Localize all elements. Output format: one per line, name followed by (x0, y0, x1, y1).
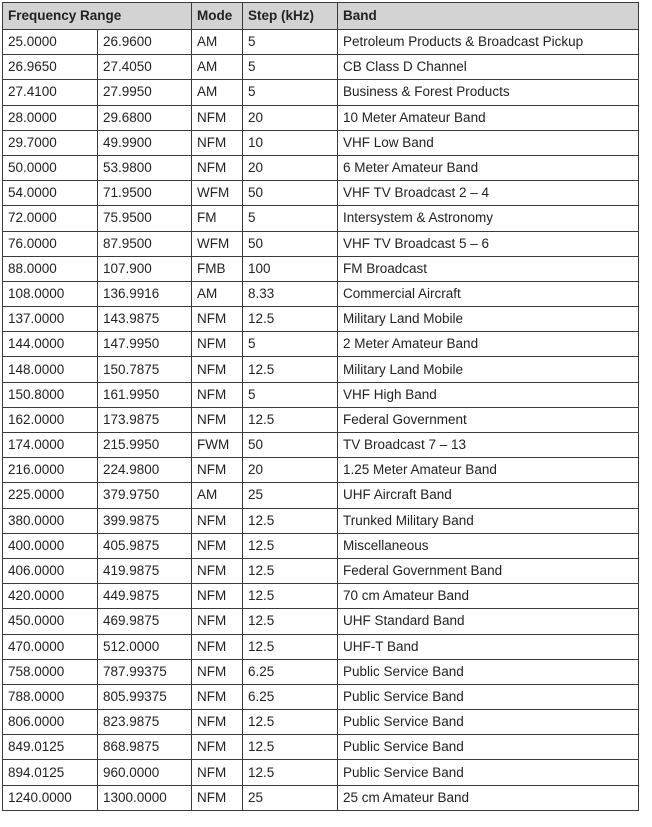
mode-cell: NFM (192, 332, 243, 357)
table-row (3, 659, 639, 684)
freq-end-cell: 27.4050 (98, 55, 192, 80)
step-cell: 12.5 (243, 584, 338, 609)
freq-end-cell: 27.9950 (98, 80, 192, 105)
freq-start-cell: 174.0000 (3, 433, 98, 458)
freq-start-cell: 162.0000 (3, 407, 98, 432)
step-cell: 12.5 (243, 634, 338, 659)
table-row (3, 533, 639, 558)
freq-end-cell: 405.9875 (98, 533, 192, 558)
band-cell: 70 cm Amateur Band (338, 584, 639, 609)
band-cell: Miscellaneous (338, 533, 639, 558)
freq-end-cell: 161.9950 (98, 382, 192, 407)
table-row (3, 105, 639, 130)
band-cell: Trunked Military Band (338, 508, 639, 533)
freq-start-cell: 50.0000 (3, 155, 98, 180)
table-row (3, 483, 639, 508)
header-mode: Mode (192, 3, 243, 30)
table-row (3, 30, 639, 55)
band-cell: Petroleum Products & Broadcast Pickup (338, 30, 639, 55)
band-cell: VHF Low Band (338, 130, 639, 155)
step-cell: 12.5 (243, 533, 338, 558)
freq-start-cell: 380.0000 (3, 508, 98, 533)
freq-start-cell: 225.0000 (3, 483, 98, 508)
mode-cell: AM (192, 30, 243, 55)
mode-cell: NFM (192, 130, 243, 155)
freq-end-cell: 87.9500 (98, 231, 192, 256)
freq-end-cell: 150.7875 (98, 357, 192, 382)
step-cell: 5 (243, 55, 338, 80)
freq-end-cell: 960.0000 (98, 760, 192, 785)
freq-end-cell: 1300.0000 (98, 785, 192, 810)
band-cell: CB Class D Channel (338, 55, 639, 80)
step-cell: 12.5 (243, 760, 338, 785)
frequency-band-table (2, 2, 639, 811)
freq-end-cell: 107.900 (98, 256, 192, 281)
freq-end-cell: 787.99375 (98, 659, 192, 684)
freq-start-cell: 150.8000 (3, 382, 98, 407)
freq-start-cell: 29.7000 (3, 130, 98, 155)
freq-start-cell: 88.0000 (3, 256, 98, 281)
freq-start-cell: 420.0000 (3, 584, 98, 609)
freq-end-cell: 399.9875 (98, 508, 192, 533)
band-cell: VHF TV Broadcast 5 – 6 (338, 231, 639, 256)
table-row (3, 458, 639, 483)
mode-cell: NFM (192, 785, 243, 810)
freq-start-cell: 806.0000 (3, 710, 98, 735)
table-row (3, 357, 639, 382)
mode-cell: WFM (192, 231, 243, 256)
mode-cell: AM (192, 483, 243, 508)
band-cell: UHF Aircraft Band (338, 483, 639, 508)
table-row (3, 256, 639, 281)
table-row (3, 584, 639, 609)
mode-cell: NFM (192, 407, 243, 432)
freq-end-cell: 53.9800 (98, 155, 192, 180)
mode-cell: FMB (192, 256, 243, 281)
freq-end-cell: 49.9900 (98, 130, 192, 155)
band-cell: UHF Standard Band (338, 609, 639, 634)
freq-end-cell: 512.0000 (98, 634, 192, 659)
freq-end-cell: 136.9916 (98, 281, 192, 306)
step-cell: 12.5 (243, 307, 338, 332)
step-cell: 20 (243, 155, 338, 180)
freq-end-cell: 224.9800 (98, 458, 192, 483)
band-cell: Public Service Band (338, 659, 639, 684)
band-cell: Military Land Mobile (338, 307, 639, 332)
table-row (3, 558, 639, 583)
mode-cell: WFM (192, 181, 243, 206)
step-cell: 5 (243, 30, 338, 55)
mode-cell: NFM (192, 105, 243, 130)
freq-start-cell: 26.9650 (3, 55, 98, 80)
table-row (3, 382, 639, 407)
step-cell: 100 (243, 256, 338, 281)
mode-cell: NFM (192, 710, 243, 735)
step-cell: 5 (243, 80, 338, 105)
mode-cell: NFM (192, 735, 243, 760)
band-cell: Public Service Band (338, 684, 639, 709)
step-cell: 12.5 (243, 558, 338, 583)
table-row (3, 80, 639, 105)
band-cell: Commercial Aircraft (338, 281, 639, 306)
freq-start-cell: 849.0125 (3, 735, 98, 760)
mode-cell: NFM (192, 609, 243, 634)
step-cell: 50 (243, 433, 338, 458)
table-row (3, 130, 639, 155)
freq-end-cell: 868.9875 (98, 735, 192, 760)
mode-cell: NFM (192, 684, 243, 709)
step-cell: 20 (243, 105, 338, 130)
freq-end-cell: 75.9500 (98, 206, 192, 231)
band-cell: FM Broadcast (338, 256, 639, 281)
mode-cell: NFM (192, 307, 243, 332)
freq-start-cell: 788.0000 (3, 684, 98, 709)
band-cell: Intersystem & Astronomy (338, 206, 639, 231)
table-row (3, 710, 639, 735)
table-row (3, 155, 639, 180)
mode-cell: NFM (192, 458, 243, 483)
freq-start-cell: 894.0125 (3, 760, 98, 785)
band-cell: Business & Forest Products (338, 80, 639, 105)
freq-end-cell: 143.9875 (98, 307, 192, 332)
band-cell: Military Land Mobile (338, 357, 639, 382)
step-cell: 12.5 (243, 735, 338, 760)
mode-cell: NFM (192, 155, 243, 180)
freq-start-cell: 28.0000 (3, 105, 98, 130)
mode-cell: FWM (192, 433, 243, 458)
step-cell: 12.5 (243, 407, 338, 432)
freq-end-cell: 26.9600 (98, 30, 192, 55)
header-band: Band (338, 3, 639, 30)
table-row (3, 508, 639, 533)
table-row (3, 281, 639, 306)
freq-start-cell: 137.0000 (3, 307, 98, 332)
table-row (3, 181, 639, 206)
step-cell: 5 (243, 332, 338, 357)
freq-start-cell: 25.0000 (3, 30, 98, 55)
freq-start-cell: 400.0000 (3, 533, 98, 558)
band-cell: Federal Government (338, 407, 639, 432)
table-row (3, 609, 639, 634)
header-frequency-range: Frequency Range (3, 3, 192, 30)
mode-cell: FM (192, 206, 243, 231)
step-cell: 6.25 (243, 684, 338, 709)
freq-end-cell: 469.9875 (98, 609, 192, 634)
table-row (3, 307, 639, 332)
mode-cell: NFM (192, 659, 243, 684)
table-body (3, 30, 639, 811)
table-row (3, 407, 639, 432)
step-cell: 50 (243, 231, 338, 256)
step-cell: 12.5 (243, 357, 338, 382)
freq-end-cell: 379.9750 (98, 483, 192, 508)
step-cell: 8.33 (243, 281, 338, 306)
step-cell: 25 (243, 785, 338, 810)
step-cell: 5 (243, 206, 338, 231)
freq-start-cell: 108.0000 (3, 281, 98, 306)
header-row (3, 3, 639, 30)
mode-cell: NFM (192, 584, 243, 609)
freq-end-cell: 215.9950 (98, 433, 192, 458)
mode-cell: AM (192, 55, 243, 80)
table-row (3, 684, 639, 709)
mode-cell: NFM (192, 558, 243, 583)
freq-end-cell: 147.9950 (98, 332, 192, 357)
freq-end-cell: 173.9875 (98, 407, 192, 432)
step-cell: 25 (243, 483, 338, 508)
band-cell: UHF-T Band (338, 634, 639, 659)
table-header (3, 3, 639, 30)
table-row (3, 55, 639, 80)
freq-start-cell: 72.0000 (3, 206, 98, 231)
step-cell: 6.25 (243, 659, 338, 684)
freq-start-cell: 27.4100 (3, 80, 98, 105)
band-cell: 25 cm Amateur Band (338, 785, 639, 810)
mode-cell: NFM (192, 508, 243, 533)
mode-cell: NFM (192, 357, 243, 382)
table-row (3, 735, 639, 760)
table-row (3, 231, 639, 256)
freq-start-cell: 758.0000 (3, 659, 98, 684)
band-cell: TV Broadcast 7 – 13 (338, 433, 639, 458)
header-step: Step (kHz) (243, 3, 338, 30)
table-row (3, 785, 639, 810)
mode-cell: AM (192, 281, 243, 306)
band-cell: 6 Meter Amateur Band (338, 155, 639, 180)
mode-cell: AM (192, 80, 243, 105)
freq-end-cell: 71.9500 (98, 181, 192, 206)
step-cell: 10 (243, 130, 338, 155)
table-row (3, 332, 639, 357)
freq-end-cell: 805.99375 (98, 684, 192, 709)
freq-start-cell: 144.0000 (3, 332, 98, 357)
band-cell: Public Service Band (338, 735, 639, 760)
band-cell: 1.25 Meter Amateur Band (338, 458, 639, 483)
step-cell: 50 (243, 181, 338, 206)
freq-end-cell: 449.9875 (98, 584, 192, 609)
freq-start-cell: 406.0000 (3, 558, 98, 583)
freq-start-cell: 1240.0000 (3, 785, 98, 810)
band-cell: Public Service Band (338, 710, 639, 735)
freq-start-cell: 216.0000 (3, 458, 98, 483)
freq-end-cell: 823.9875 (98, 710, 192, 735)
table-row (3, 634, 639, 659)
freq-start-cell: 470.0000 (3, 634, 98, 659)
table-row (3, 760, 639, 785)
freq-end-cell: 29.6800 (98, 105, 192, 130)
mode-cell: NFM (192, 533, 243, 558)
step-cell: 5 (243, 382, 338, 407)
step-cell: 12.5 (243, 609, 338, 634)
freq-end-cell: 419.9875 (98, 558, 192, 583)
band-cell: 10 Meter Amateur Band (338, 105, 639, 130)
mode-cell: NFM (192, 382, 243, 407)
freq-start-cell: 148.0000 (3, 357, 98, 382)
freq-start-cell: 76.0000 (3, 231, 98, 256)
table-row (3, 206, 639, 231)
band-cell: Public Service Band (338, 760, 639, 785)
band-cell: VHF High Band (338, 382, 639, 407)
mode-cell: NFM (192, 634, 243, 659)
step-cell: 12.5 (243, 710, 338, 735)
table-row (3, 433, 639, 458)
band-cell: 2 Meter Amateur Band (338, 332, 639, 357)
step-cell: 20 (243, 458, 338, 483)
step-cell: 12.5 (243, 508, 338, 533)
band-cell: VHF TV Broadcast 2 – 4 (338, 181, 639, 206)
freq-start-cell: 54.0000 (3, 181, 98, 206)
mode-cell: NFM (192, 760, 243, 785)
freq-start-cell: 450.0000 (3, 609, 98, 634)
band-cell: Federal Government Band (338, 558, 639, 583)
